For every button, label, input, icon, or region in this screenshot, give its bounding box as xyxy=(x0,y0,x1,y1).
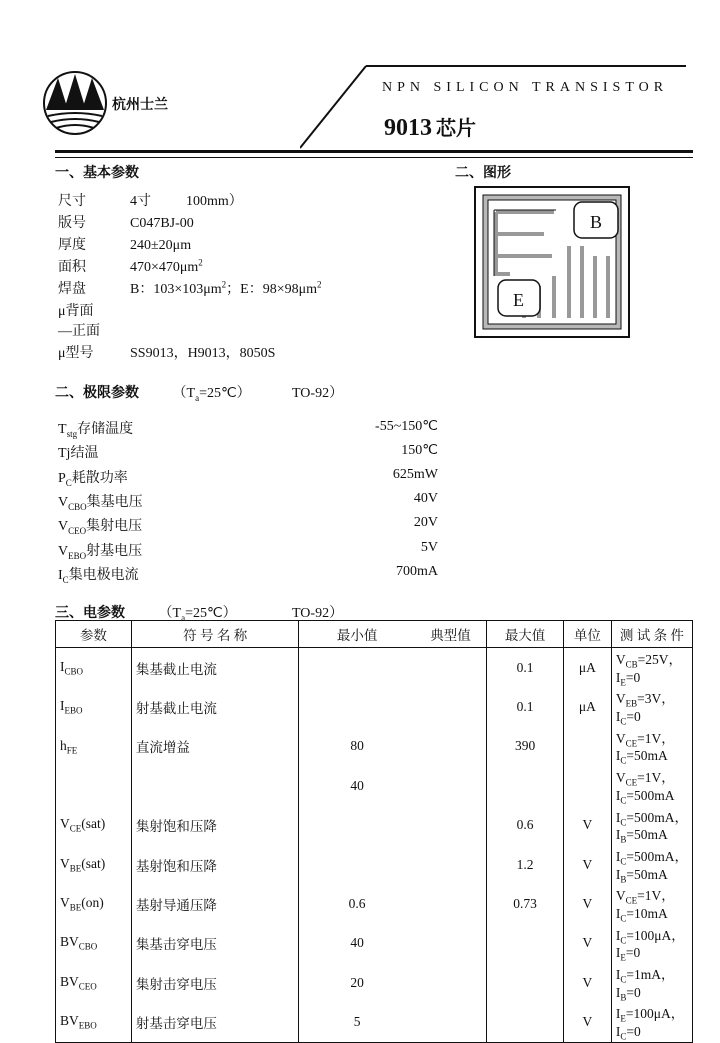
col-name: 符 号 名 称 xyxy=(131,621,299,648)
title-english: NPN SILICON TRANSISTOR xyxy=(382,80,669,95)
param-unit: V xyxy=(563,1002,611,1042)
absmax-row xyxy=(58,418,438,439)
chip-diagram-heading: 二、图形 xyxy=(455,166,511,181)
param-max: 0.1 xyxy=(487,687,564,726)
electrical-title: 三、电参数 xyxy=(55,606,125,621)
absmax-symbol: V xyxy=(58,494,69,510)
param-max: 0.73 xyxy=(487,884,564,923)
param-max: 0.6 xyxy=(487,806,564,845)
symbol-main: BV xyxy=(60,934,79,950)
param-symbol xyxy=(56,924,132,963)
electrical-table xyxy=(55,620,693,1043)
title-frame xyxy=(300,64,692,164)
param-value: C047BJ-00 xyxy=(130,216,194,231)
param-condition: $V_{CB}=25V$，$I_E=0$ xyxy=(615,652,682,688)
absmax-symbol-sub: C xyxy=(65,477,72,488)
absmax-value: 40V xyxy=(413,490,438,506)
param-max xyxy=(487,924,564,963)
param-typ xyxy=(415,1002,487,1042)
absmax-value: 700mA xyxy=(396,563,438,579)
col-min: 最小值 xyxy=(336,628,378,643)
param-max xyxy=(487,1002,564,1042)
electrical-row xyxy=(56,963,693,1002)
absmax-value: 625mW xyxy=(392,466,438,482)
param-symbol xyxy=(56,1002,132,1042)
absmax-symbol-sub: CBO xyxy=(68,501,87,512)
base-pad-label: B xyxy=(590,212,603,232)
electrical-condition xyxy=(159,606,237,621)
param-unit: V xyxy=(563,924,611,963)
param-sup: 2 xyxy=(316,279,322,290)
param-name: 直流增益 xyxy=(131,727,299,766)
param-typ xyxy=(415,963,487,1002)
param-row-models xyxy=(58,342,275,362)
symbol-sub: CE xyxy=(69,824,82,835)
param-label: 面积 xyxy=(58,260,86,275)
param-min: 80 xyxy=(350,738,364,754)
param-condition: $I_C=1mA$，$I_B=0$ xyxy=(615,967,675,1003)
electrical-row xyxy=(56,884,693,923)
symbol-main: BV xyxy=(60,1013,79,1029)
emitter-pad-label: E xyxy=(513,290,524,310)
absmax-label: 耗散功率 xyxy=(71,470,128,486)
param-name: 集基击穿电压 xyxy=(131,924,299,963)
param-min: 40 xyxy=(350,777,364,793)
col-param: 参数 xyxy=(56,621,132,648)
param-typ xyxy=(415,727,487,766)
param-min: 20 xyxy=(350,974,364,990)
cond-prefix: （T xyxy=(172,386,196,401)
absolute-max-condition xyxy=(173,386,251,401)
electrical-row xyxy=(56,687,693,726)
cond-sub: a xyxy=(195,392,200,403)
absolute-max-title: 二、极限参数 xyxy=(55,386,139,401)
absmax-value: -55~150℃ xyxy=(375,419,438,434)
param-min xyxy=(299,845,415,884)
part-number-value: 9013 xyxy=(384,115,432,141)
electrical-header-row xyxy=(56,621,693,648)
chip-params-heading: 一、基本参数 xyxy=(55,166,139,181)
param-name: 集射饱和压降 xyxy=(131,806,299,845)
absmax-symbol: V xyxy=(58,543,69,559)
param-condition: $I_C=100\mu A$，$I_E=0$ xyxy=(615,927,685,963)
param-row-version xyxy=(58,212,194,232)
param-max: 390 xyxy=(487,727,564,766)
param-value-extra: 100mm） xyxy=(186,194,243,209)
symbol-sub: BE xyxy=(69,902,82,913)
absmax-symbol-sub: CEO xyxy=(68,525,87,536)
param-symbol xyxy=(56,884,132,923)
electrical-package: TO-92） xyxy=(292,606,344,621)
param-min: 5 xyxy=(353,1014,361,1030)
param-label: 尺寸 xyxy=(58,194,86,209)
absolute-max-package: TO-92） xyxy=(292,386,344,401)
param-symbol xyxy=(56,963,132,1002)
symbol-main: V xyxy=(60,816,70,832)
param-label: 焊盘 xyxy=(58,282,86,297)
param-symbol xyxy=(56,727,132,766)
param-typ xyxy=(415,806,487,845)
header-rule-thin xyxy=(55,157,693,158)
param-symbol xyxy=(56,648,132,688)
param-condition: $V_{CE}=1V$，$I_C=10mA$ xyxy=(615,888,675,924)
absmax-label: 射基电压 xyxy=(86,543,143,559)
absmax-value: 5V xyxy=(420,539,438,555)
param-unit: V xyxy=(563,845,611,884)
param-max xyxy=(487,963,564,1002)
param-value: SS9013，H9013，8050S xyxy=(130,346,276,361)
cond-suffix: =25℃） xyxy=(185,606,237,621)
symbol-suffix: (on) xyxy=(81,895,104,911)
col-unit: 单位 xyxy=(563,621,611,648)
absmax-label: 集基电压 xyxy=(86,494,143,510)
param-name: 基射饱和压降 xyxy=(131,845,299,884)
symbol-main: I xyxy=(60,698,65,714)
param-unit: V xyxy=(563,806,611,845)
absmax-row xyxy=(58,564,438,585)
electrical-row xyxy=(56,727,693,766)
param-name: 射基截止电流 xyxy=(131,687,299,726)
cond-suffix: =25℃） xyxy=(199,386,251,401)
company-logo xyxy=(42,70,108,136)
param-name xyxy=(131,766,299,805)
param-value: 4寸 xyxy=(130,194,151,209)
param-min xyxy=(299,648,415,688)
param-label: —正面 xyxy=(58,324,100,339)
param-label: μ背面 xyxy=(58,304,94,319)
param-name: 射基击穿电压 xyxy=(131,1002,299,1042)
header-rule-thick xyxy=(55,150,693,153)
param-condition: $I_C=500mA$，$I_B=50mA$ xyxy=(615,809,688,845)
param-symbol xyxy=(56,766,132,805)
absmax-label: 集电极电流 xyxy=(68,567,139,583)
cond-sub: a xyxy=(181,612,186,623)
param-symbol xyxy=(56,845,132,884)
param-row-back xyxy=(58,300,94,320)
part-suffix: 芯片 xyxy=(436,118,476,140)
absmax-label: 存储温度 xyxy=(77,422,134,437)
symbol-suffix: (sat) xyxy=(81,816,106,832)
col-max: 最大值 xyxy=(487,621,564,648)
absmax-symbol: I xyxy=(58,567,63,583)
symbol-sub: BE xyxy=(69,863,82,874)
chip-diagram xyxy=(474,186,630,338)
absolute-max-heading xyxy=(55,382,251,403)
symbol-sub: FE xyxy=(66,745,78,756)
col-typ: 典型值 xyxy=(415,621,487,648)
param-value: 470×470μm xyxy=(130,260,199,275)
param-name: 集基截止电流 xyxy=(131,648,299,688)
company-name: 杭州士兰 xyxy=(112,98,168,113)
absmax-row xyxy=(58,442,438,463)
param-value: 240±20μm xyxy=(130,238,192,253)
param-max: 1.2 xyxy=(487,845,564,884)
param-label: 版号 xyxy=(58,216,86,231)
param-symbol xyxy=(56,687,132,726)
absmax-symbol: Tj xyxy=(58,446,71,462)
absmax-row xyxy=(58,540,438,561)
part-number xyxy=(384,112,476,142)
electrical-row xyxy=(56,1002,693,1042)
param-row-area xyxy=(58,256,203,276)
param-unit: μA xyxy=(563,648,611,688)
param-unit: μA xyxy=(563,687,611,726)
absmax-row xyxy=(58,491,438,512)
param-unit xyxy=(563,766,611,805)
electrical-row xyxy=(56,648,693,688)
param-condition: $V_{EB}=3V$，$I_C=0$ xyxy=(615,691,675,727)
param-typ xyxy=(415,766,487,805)
electrical-row xyxy=(56,806,693,845)
param-unit: V xyxy=(563,884,611,923)
absmax-label: 结温 xyxy=(70,446,99,462)
param-unit: V xyxy=(563,963,611,1002)
symbol-sub: CEO xyxy=(78,981,97,992)
param-row-front xyxy=(58,320,100,340)
symbol-main: h xyxy=(60,737,67,753)
absmax-value: 20V xyxy=(413,515,438,531)
absmax-label: 集射电压 xyxy=(86,519,143,535)
electrical-row xyxy=(56,766,693,805)
param-max: 0.1 xyxy=(487,648,564,688)
param-min: 40 xyxy=(350,935,364,951)
param-typ xyxy=(415,884,487,923)
col-cond: 测 试 条 件 xyxy=(619,628,684,643)
cond-prefix: （T xyxy=(158,606,182,621)
param-condition: $V_{CE}=1V$，$I_C=50mA$ xyxy=(615,730,675,767)
param-typ xyxy=(415,924,487,963)
symbol-main: I xyxy=(60,658,65,674)
symbol-sub: EBO xyxy=(64,705,83,716)
param-typ xyxy=(415,845,487,884)
param-sup: 2 xyxy=(198,257,203,268)
symbol-sub: EBO xyxy=(78,1020,97,1031)
absmax-symbol-sub: EBO xyxy=(68,550,87,561)
symbol-sub: CBO xyxy=(78,942,98,953)
electrical-row xyxy=(56,924,693,963)
param-row-thickness xyxy=(58,234,191,254)
symbol-main: BV xyxy=(60,973,79,989)
param-label: 厚度 xyxy=(58,238,86,253)
absmax-symbol-sub: C xyxy=(62,574,69,585)
absmax-symbol: T xyxy=(58,422,67,437)
absmax-symbol-sub: stg xyxy=(66,428,78,439)
param-typ xyxy=(415,687,487,726)
symbol-suffix: (sat) xyxy=(81,855,106,871)
param-typ xyxy=(415,648,487,688)
param-label: μ型号 xyxy=(58,346,94,361)
absmax-symbol: P xyxy=(58,470,66,486)
symbol-main: V xyxy=(60,895,70,911)
symbol-sub: CBO xyxy=(64,666,84,677)
param-condition: $I_C=500mA$，$I_B=50mA$ xyxy=(615,848,688,885)
param-condition: $V_{CE}=1V$，$I_C=500mA$ xyxy=(615,770,675,806)
symbol-main: V xyxy=(60,855,70,871)
param-name: 集射击穿电压 xyxy=(131,963,299,1002)
param-row-pads xyxy=(58,278,321,298)
absmax-row xyxy=(58,467,438,488)
param-value-mid: ；E：98×98μm xyxy=(226,282,317,297)
param-min xyxy=(299,806,415,845)
param-name: 基射导通压降 xyxy=(131,884,299,923)
param-symbol xyxy=(56,806,132,845)
param-unit xyxy=(563,727,611,766)
param-max xyxy=(487,766,564,805)
param-min xyxy=(299,687,415,726)
absmax-symbol: V xyxy=(58,519,69,535)
param-value: B：103×103μm xyxy=(130,282,222,297)
param-condition: $I_E=100\mu A$，$I_C=0$ xyxy=(615,1006,685,1042)
param-row-size xyxy=(58,190,243,210)
param-min: 0.6 xyxy=(348,895,366,911)
electrical-row xyxy=(56,845,693,884)
param-sup: 2 xyxy=(221,279,227,290)
absmax-value: 150℃ xyxy=(401,443,438,459)
absmax-row xyxy=(58,515,438,536)
